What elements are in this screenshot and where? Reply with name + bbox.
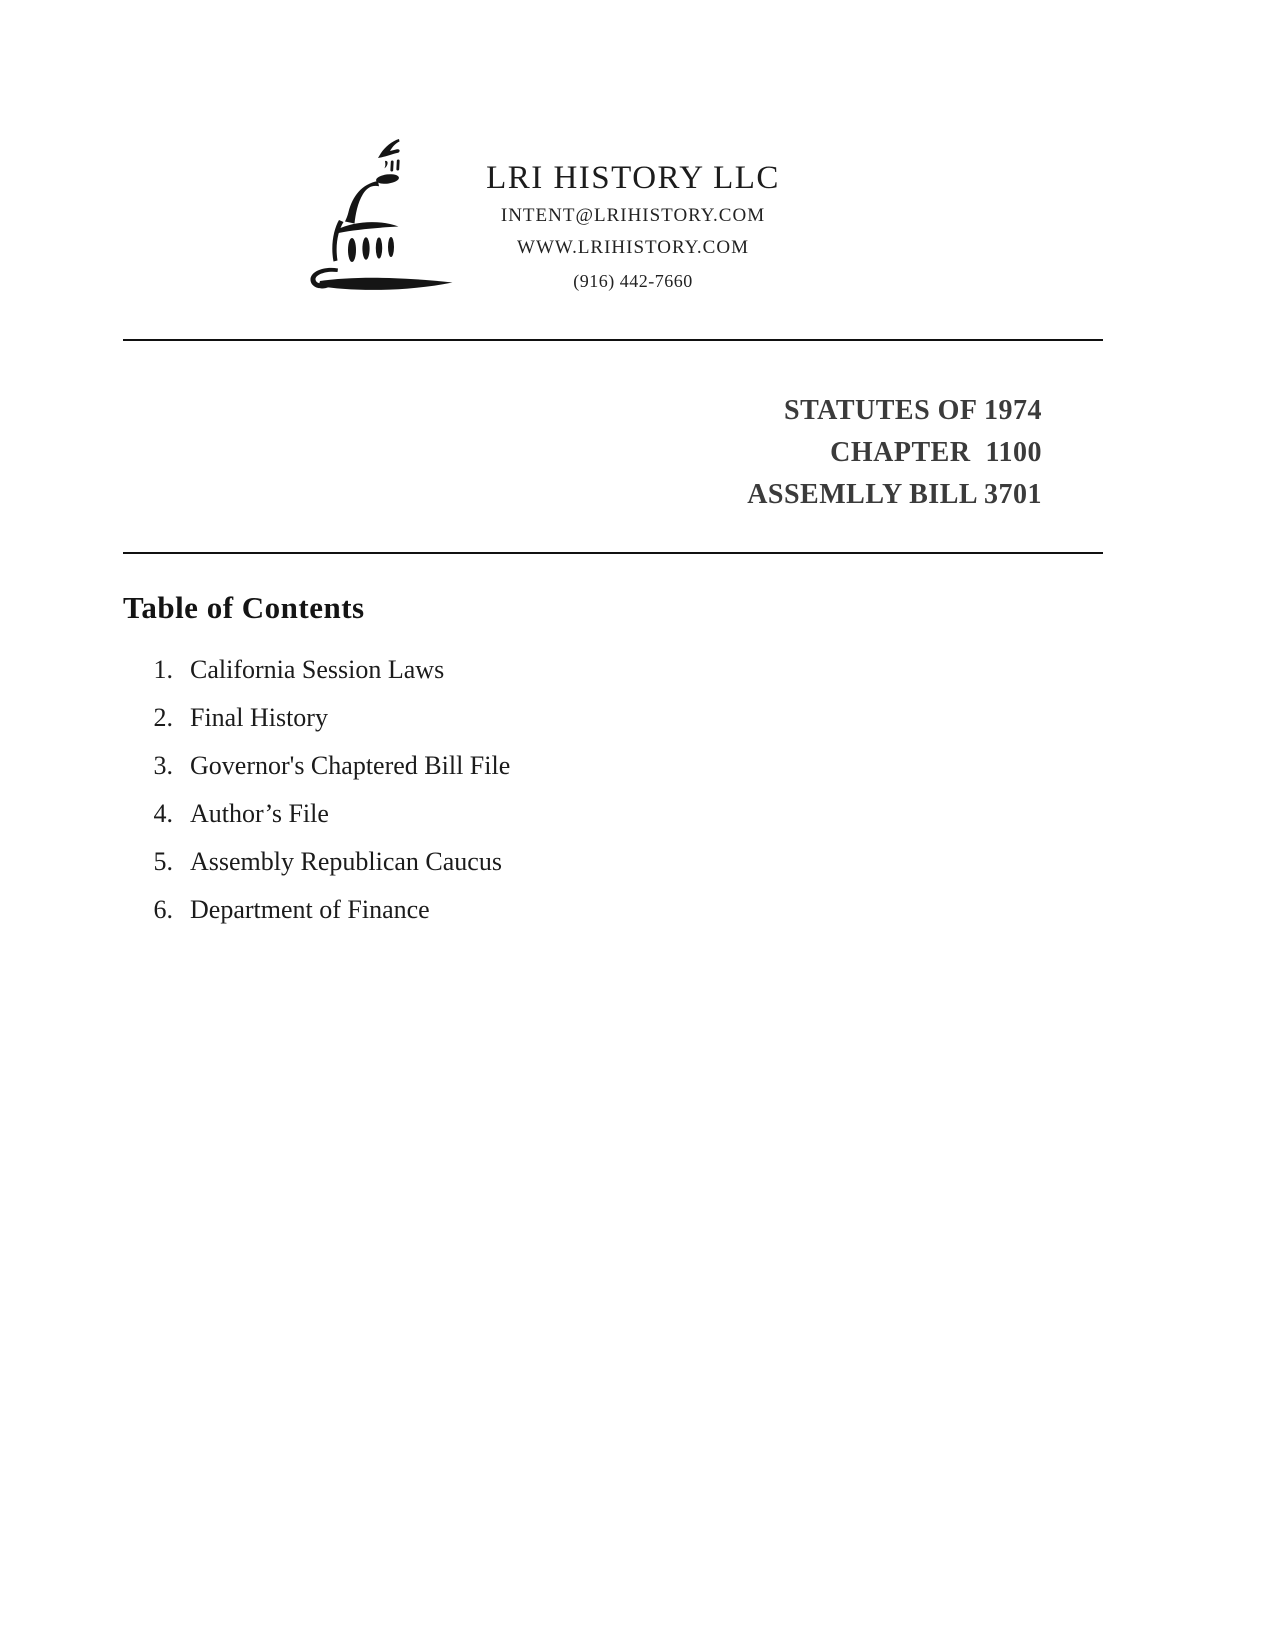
toc-item (143, 749, 843, 782)
company-website: WWW.LRIHISTORY.COM (517, 237, 749, 258)
toc-list (143, 653, 843, 941)
toc-item-label: California Session Laws (190, 655, 445, 684)
statutes-line: STATUTES OF 1974 (784, 395, 1042, 426)
toc-item-label: Author’s File (190, 799, 329, 828)
toc-item (143, 893, 843, 926)
toc-item (143, 845, 843, 878)
divider-top (123, 339, 1103, 341)
toc-item (143, 653, 843, 686)
letterhead (400, 160, 866, 293)
company-name: LRI HISTORY LLC (486, 160, 780, 196)
toc-item-label: Final History (190, 703, 328, 732)
toc-item-label: Governor's Chaptered Bill File (190, 751, 511, 780)
chapter-line: CHAPTER 1100 (830, 437, 1042, 468)
toc-item-number: 6. (153, 895, 173, 924)
assembly-bill-line: ASSEMLLY BILL 3701 (747, 479, 1042, 510)
toc-item (143, 797, 843, 830)
toc-item-number: 3. (153, 751, 173, 780)
toc-item (143, 701, 843, 734)
toc-item-number: 1. (153, 655, 173, 684)
toc-item-number: 4. (153, 799, 173, 828)
toc-item-label: Department of Finance (190, 895, 430, 924)
toc-item-label: Assembly Republican Caucus (190, 847, 502, 876)
toc-item-number: 2. (153, 703, 173, 732)
divider-bottom (123, 552, 1103, 554)
case-info-block (747, 390, 1042, 516)
company-email: INTENT@LRIHISTORY.COM (500, 205, 766, 226)
toc-item-number: 5. (153, 847, 173, 876)
toc-title: Table of Contents (123, 590, 365, 625)
company-phone: (916) 442-7660 (573, 271, 693, 291)
